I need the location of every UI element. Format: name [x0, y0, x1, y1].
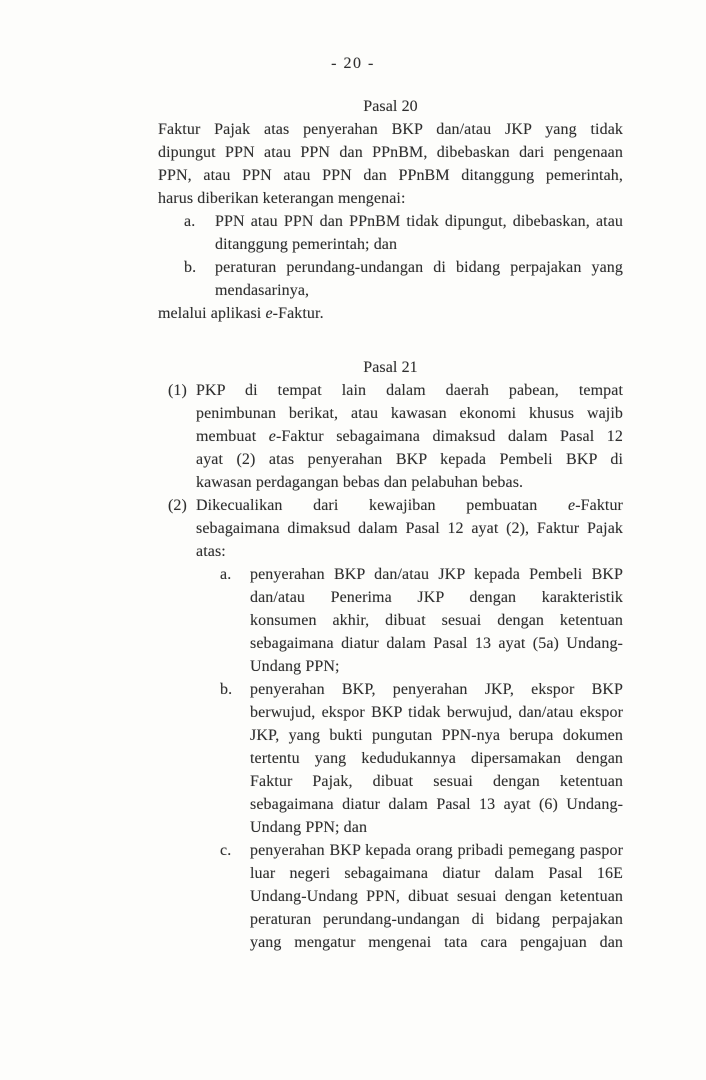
list-marker: (2): [168, 497, 187, 514]
text-line: Faktur Pajak, dibuat sesuai dengan ketentuan: [250, 773, 623, 790]
text-line: kawasan perdagangan bebas dan pelabuhan bebas.: [196, 474, 524, 491]
text-line: sebagaimana diatur dalam Pasal 13 ayat (5a) Undang-: [250, 635, 623, 652]
text-line: peraturan perundang-undangan di bidang perpajakan: [250, 911, 623, 928]
list-marker: a.: [184, 213, 196, 230]
text-line: penimbunan berikat, atau kawasan ekonomi khusus wajib: [196, 405, 623, 422]
text-line: sebagaimana diatur dalam Pasal 13 ayat (6) Undang-: [250, 796, 623, 813]
text-line: berwujud, ekspor BKP tidak berwujud, dan/atau ekspor: [250, 704, 623, 721]
text-line: melalui aplikasi e-Faktur.: [158, 305, 324, 322]
text-line: dan/atau Penerima JKP dengan karakteristik: [250, 589, 623, 606]
text-line: atas:: [196, 543, 226, 560]
page-number: - 20 -: [331, 55, 375, 72]
list-marker: a.: [220, 566, 232, 583]
text-line: Undang PPN;: [250, 658, 340, 675]
text-line: yang mengatur mengenai tata cara pengajuan dan: [250, 934, 623, 951]
list-marker: c.: [220, 842, 232, 859]
list-item-line: c. penyerahan BKP kepada orang pribadi pemegang paspor: [250, 839, 623, 862]
text-line: mendasarinya,: [215, 282, 310, 299]
text-line: JKP, yang bukti pungutan PPN-nya berupa dokumen: [250, 727, 623, 744]
list-item-line: a. PPN atau PPN dan PPnBM tidak dipungut, dibebaskan, atau: [215, 210, 623, 233]
text-line: sebagaimana dimaksud dalam Pasal 12 ayat (2), Faktur Pajak: [196, 520, 623, 537]
text-line: tertentu yang kedudukannya dipersamakan dengan: [250, 750, 623, 767]
text-line: membuat e-Faktur sebagaimana dimaksud dalam Pasal 12: [196, 428, 623, 445]
text-line: Faktur Pajak atas penyerahan BKP dan/atau JKP yang tidak: [158, 121, 623, 138]
text-line: konsumen akhir, dibuat sesuai dengan ketentuan: [250, 612, 623, 629]
text-line: ayat (2) atas penyerahan BKP kepada Pembeli BKP di: [196, 451, 623, 468]
text-line: harus diberikan keterangan mengenai:: [158, 190, 406, 207]
list-item-line: a. penyerahan BKP dan/atau JKP kepada Pembeli BKP: [250, 563, 623, 586]
list-marker: b.: [220, 681, 233, 698]
text-line: ditanggung pemerintah; dan: [215, 236, 398, 253]
text-line: Undang-Undang PPN, dibuat sesuai dengan ketentuan: [250, 888, 623, 905]
article-heading: Pasal 20: [363, 98, 418, 115]
list-item-line: (2) Dikecualikan dari kewajiban pembuatan e-Faktur: [196, 494, 623, 517]
list-marker: b.: [184, 259, 197, 276]
list-item-line: b. penyerahan BKP, penyerahan JKP, ekspor BKP: [250, 678, 623, 701]
text-line: dipungut PPN atau PPN dan PPnBM, dibebaskan dari pengenaan: [158, 144, 623, 161]
text-line: PPN, atau PPN atau PPN dan PPnBM ditanggung pemerintah,: [158, 167, 623, 184]
text-line: Undang PPN; dan: [250, 819, 368, 836]
list-item-line: b. peraturan perundang-undangan di bidang perpajakan yang: [215, 256, 623, 279]
article-heading: Pasal 21: [363, 359, 418, 376]
text-line: luar negeri sebagaimana diatur dalam Pasal 16E: [250, 865, 623, 882]
list-marker: (1): [168, 382, 187, 399]
list-item-line: (1) PKP di tempat lain dalam daerah pabean, tempat: [196, 379, 623, 402]
document-body: [158, 95, 623, 954]
